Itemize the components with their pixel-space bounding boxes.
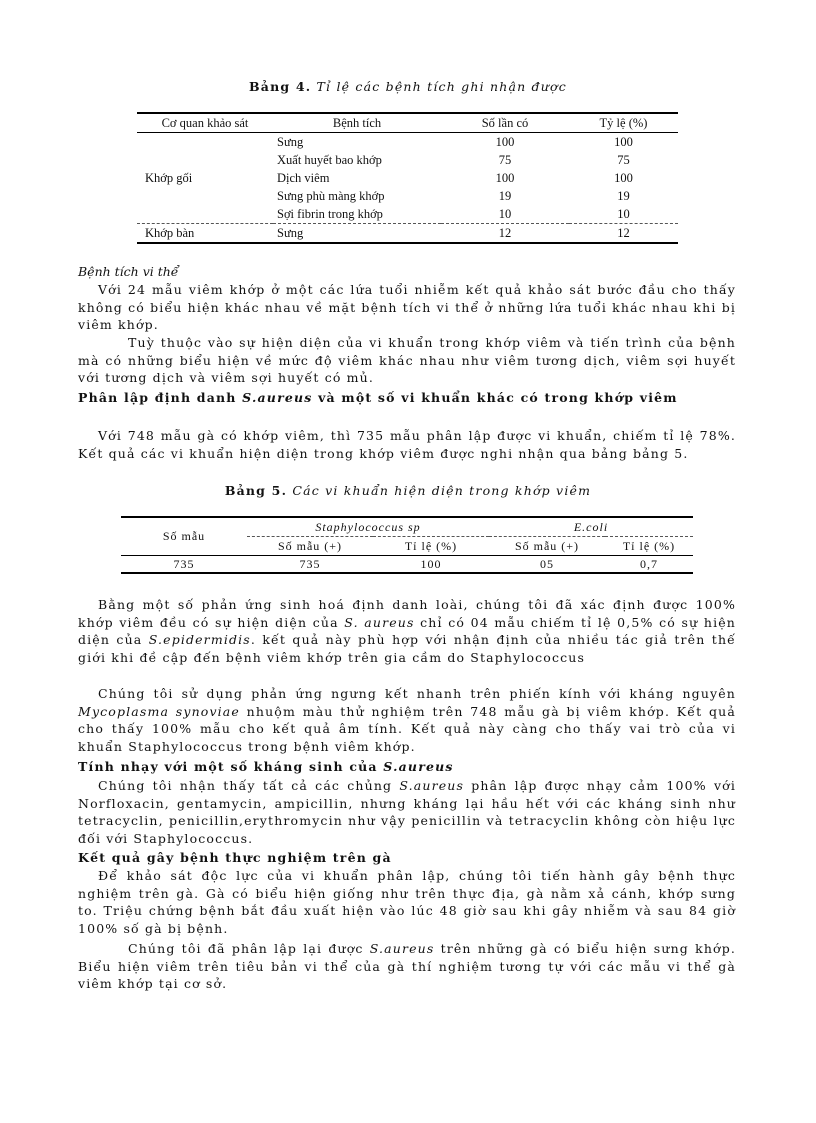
paragraph-text: chỉ có 04 mẫu chiếm tỉ lệ 0,5% có sự hiện diện của [78, 614, 737, 647]
table4-cell: 75 [617, 152, 630, 167]
table4-cell: 100 [614, 134, 633, 149]
table4-cell: Sưng [273, 224, 441, 244]
table5-caption-title: Các vi khuẩn hiện diện trong khớp viêm [292, 483, 592, 498]
table4-cell: Sưng [277, 134, 304, 149]
table4-cell: 19 [498, 188, 512, 203]
table4-cell: 100 [614, 170, 633, 185]
paragraph-text: Tuỳ thuộc vào sự hiện diện của vi khuẩn trong khớp viêm và tiến trình của bệnh mà có những biểu hiện về mức độ viêm khác nhau như viêm tương dịch, viêm sợi huyết với tương dịch và viêm sợi huyết có mủ. [78, 335, 736, 385]
paragraph [78, 685, 736, 755]
table4-cell: Sợi fibrin trong khớp [277, 206, 383, 221]
paragraph-text: phân lập được nhạy cảm 100% với Norfloxacin, gentamycin, ampicillin, nhưng kháng lại hầu hết với các kháng sinh như tetracyclin, penicillin,erythromycin như vậy penicillin và tetracyclin không còn hiệu lực đối với Staphylococcus. [78, 778, 736, 846]
table5-subheader: Số mẫu (+) [489, 537, 605, 556]
table5 [121, 516, 693, 574]
paragraph [78, 940, 736, 993]
table-row [121, 556, 693, 574]
table4-caption-title: Tỉ lệ các bệnh tích ghi nhận được [316, 79, 567, 94]
table-row [137, 133, 678, 152]
table5-group-header: E.coli [489, 517, 693, 537]
table5-caption-label: Bảng 5. [224, 483, 288, 498]
table5-cell: 0,7 [640, 556, 658, 571]
table5-header-row [121, 517, 693, 537]
table4 [137, 112, 678, 244]
table5-cell: 100 [420, 556, 442, 571]
paragraph-text: nhuộm màu thử nghiệm trên 748 mẫu gà bị viêm khớp. Kết quả cho thấy 100% mẫu cho kết quả âm tính. Kết quả này càng cho thấy vai trò của vi khuẩn Staphylococcus trong bệnh viêm khớp. [78, 703, 736, 754]
table5-header: Số mẫu [121, 517, 247, 556]
table4-cell: Sưng phù màng khớp [277, 188, 385, 203]
table5-cell: 735 [173, 556, 195, 571]
table4-header: Số lần có [441, 113, 569, 133]
table-row [137, 224, 678, 244]
section-heading-isolation [78, 390, 678, 405]
paragraph-text: Chúng tôi nhận thấy tất cả các chủng [98, 778, 400, 793]
section-heading-experiment: Kết quả gây bệnh thực nghiệm trên gà [78, 850, 392, 865]
species-name: Mycoplasma synoviae [78, 703, 240, 719]
paragraph-text: Chúng tôi đã phân lập lại được [128, 941, 370, 956]
section-title-micro: Bệnh tích vi thể [78, 264, 179, 279]
paragraph-text: Chúng tôi sử dụng phản ứng ngưng kết nhanh trên phiến kính với kháng nguyên [98, 686, 736, 701]
species-name: S.aureus [369, 941, 435, 956]
heading-text: và một số vi khuẩn khác có trong khớp viêm [312, 390, 678, 405]
heading-text: Phân lập định danh [78, 390, 243, 405]
table4-header: Cơ quan khảo sát [137, 113, 273, 133]
paragraph-text: Với 24 mẫu viêm khớp ở một các lứa tuổi nhiễm kết quả khảo sát bước đầu cho thấy không có biểu hiện khác nhau về mặt bệnh tích vi thể ở những lứa tuổi khác nhau khi bị viêm khớp. [78, 282, 736, 332]
paragraph-text: Để khảo sát độc lực của vi khuẩn phân lập, chúng tôi tiến hành gây bệnh thực nghiệm trên gà. Gà có biểu hiện giống như trên thực địa, gà nằm xả cánh, khớp sưng to. Triệu chứng bệnh bắt đầu xuất hiện vào lúc 48 giờ sau khi gây nhiễm và sau 84 giờ 100% số gà bị bệnh. [78, 868, 736, 936]
table4-cell: 12 [569, 224, 678, 244]
heading-species: S.aureus [383, 759, 454, 774]
heading-text: Tính nhạy với một số kháng sinh của [78, 759, 384, 774]
paragraph [78, 281, 736, 334]
table4-cell: 10 [498, 206, 512, 221]
paragraph [78, 334, 736, 387]
table5-subheader: Tỉ lệ (%) [373, 537, 489, 556]
paragraph [78, 777, 736, 847]
paragraph-text: Với 748 mẫu gà có khớp viêm, thì 735 mẫu phân lập được vi khuẩn, chiếm tỉ lệ 78%. Kết quả các vi khuẩn hiện diện trong khớp viêm được nghi nhận qua bảng bảng 5. [78, 428, 736, 461]
table4-organ: Khớp bàn [137, 224, 273, 244]
species-name: S. aureus [344, 614, 415, 630]
species-name: S.aureus [399, 778, 465, 793]
paragraph-text: Bằng một số phản ứng sinh hoá định danh loài, chúng tôi đã xác định được 100% khớp viêm đều có sự hiện diện của [78, 597, 736, 630]
table5-subheader: Số mẫu (+) [247, 537, 373, 556]
paragraph-text: . kết quả này phù hợp với nhận định của nhiều tác giả trên thế giới khi đề cập đến bệnh viêm khớp trên gia cầm do Staphylococcus [78, 632, 736, 665]
table4-cell: 19 [617, 188, 630, 203]
table5-caption [0, 483, 816, 498]
table5-cell: 735 [299, 556, 321, 571]
table4-cell: 12 [441, 224, 569, 244]
section-heading-antibiotic [78, 759, 454, 774]
table4-organ: Khớp gối [145, 170, 193, 185]
table4-cell: 100 [495, 134, 515, 149]
paragraph [78, 867, 736, 937]
table4-caption-label: Bảng 4. [249, 79, 312, 94]
table4-header: Tỷ lệ (%) [569, 113, 678, 133]
table5-group-header: Staphylococcus sp [247, 517, 489, 537]
table4-cell: 100 [495, 170, 515, 185]
table5-subheader: Tỉ lệ (%) [605, 537, 693, 556]
table4-header: Bệnh tích [273, 113, 441, 133]
paragraph [78, 596, 736, 666]
table5-cell: 05 [540, 556, 554, 571]
heading-species: S.aureus [242, 390, 313, 405]
table4-caption [0, 79, 816, 94]
table4-cell: Dịch viêm [277, 170, 330, 185]
table4-cell: 10 [617, 206, 630, 221]
table4-cell: Xuất huyết bao khớp [277, 152, 382, 167]
table4-header-row [137, 113, 678, 133]
paragraph [78, 427, 736, 462]
species-name: S.epidermidis [148, 632, 251, 647]
table4-cell: 75 [498, 152, 512, 167]
paragraph-text: trên những gà có biểu hiện sưng khớp. Biểu hiện viêm trên tiêu bản vi thể của gà thí nghiệm tương tự với các mẫu vi thể gà viêm khớp tại cơ sở. [78, 941, 736, 991]
